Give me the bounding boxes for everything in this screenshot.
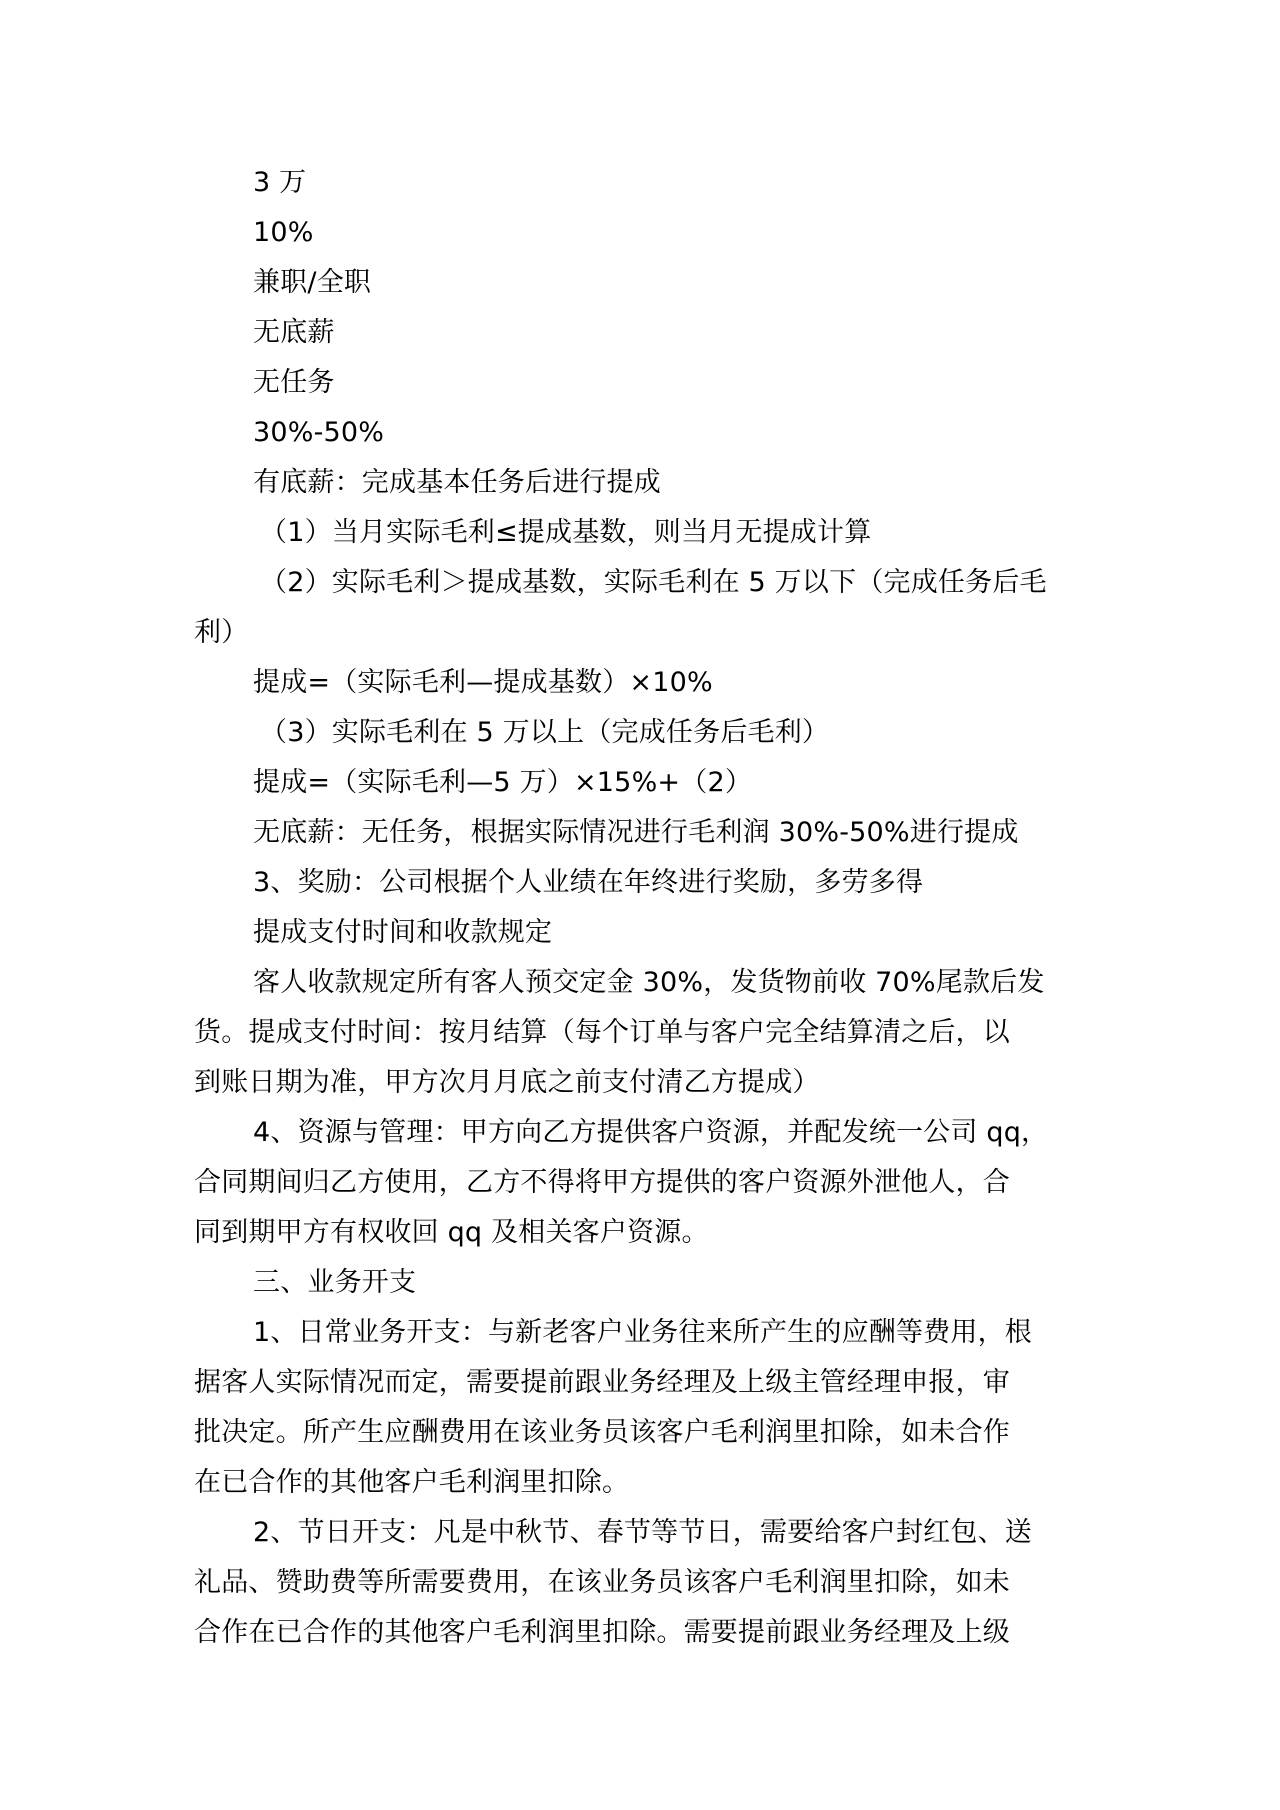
text-line: 合同期间归乙方使用，乙方不得将甲方提供的客户资源外泄他人，合 <box>194 1167 1010 1198</box>
text-line: 30%-50% <box>253 417 385 448</box>
text-line: 据客人实际情况而定，需要提前跟业务经理及上级主管经理申报，审 <box>194 1367 1010 1398</box>
text-line: 3 万 <box>253 167 307 198</box>
text-line: （2）实际毛利＞提成基数，实际毛利在 5 万以下（完成任务后毛 <box>260 567 1047 598</box>
text-line: 无底薪：无任务，根据实际情况进行毛利润 30%-50%进行提成 <box>253 817 1019 848</box>
text-line: 批决定。所产生应酬费用在该业务员该客户毛利润里扣除，如未合作 <box>194 1417 1010 1448</box>
text-line: 提成支付时间和收款规定 <box>253 917 553 948</box>
paragraph-resource-management <box>194 1108 1094 1258</box>
text-line: 利） <box>194 617 249 648</box>
document-body <box>194 158 1094 1658</box>
text-line: 提成=（实际毛利—5 万）×15%+（2） <box>253 767 753 798</box>
text-line: 有底薪：完成基本任务后进行提成 <box>253 467 661 498</box>
text-line: 在已合作的其他客户毛利润里扣除。 <box>194 1467 630 1498</box>
text-line: 无底薪 <box>253 317 335 348</box>
text-line: 客人收款规定所有客人预交定金 30%，发货物前收 70%尾款后发 <box>253 967 1045 998</box>
text-line: 10% <box>253 217 314 248</box>
paragraph-holiday-expenses <box>194 1508 1094 1658</box>
text-line: 同到期甲方有权收回 qq 及相关客户资源。 <box>194 1217 709 1248</box>
text-line: 三、业务开支 <box>253 1267 417 1298</box>
text-line: 礼品、赞助费等所需要费用，在该业务员该客户毛利润里扣除，如未 <box>194 1567 1010 1598</box>
text-line: 无任务 <box>253 367 335 398</box>
text-line: 兼职/全职 <box>253 267 372 298</box>
text-line: 4、资源与管理：甲方向乙方提供客户资源，并配发统一公司 qq， <box>253 1117 1049 1148</box>
text-line: 1、日常业务开支：与新老客户业务往来所产生的应酬等费用，根 <box>253 1317 1032 1348</box>
paragraph-payment-rules <box>194 958 1094 1108</box>
paragraph-daily-expenses <box>194 1308 1094 1508</box>
text-line: 货。提成支付时间：按月结算（每个订单与客户完全结算清之后，以 <box>194 1017 1010 1048</box>
text-line: 到账日期为准，甲方次月月底之前支付清乙方提成） <box>194 1067 820 1098</box>
text-line: （1）当月实际毛利≤提成基数，则当月无提成计算 <box>260 517 872 548</box>
text-line: 2、节日开支：凡是中秋节、春节等节日，需要给客户封红包、送 <box>253 1517 1032 1548</box>
text-line: 合作在已合作的其他客户毛利润里扣除。需要提前跟业务经理及上级 <box>194 1617 1010 1648</box>
text-line: （3）实际毛利在 5 万以上（完成任务后毛利） <box>260 717 830 748</box>
text-line: 提成=（实际毛利—提成基数）×10% <box>253 667 713 698</box>
section-heading-business-expenses <box>194 1258 1094 1308</box>
text-line: 3、奖励：公司根据个人业绩在年终进行奖励，多劳多得 <box>253 867 924 898</box>
